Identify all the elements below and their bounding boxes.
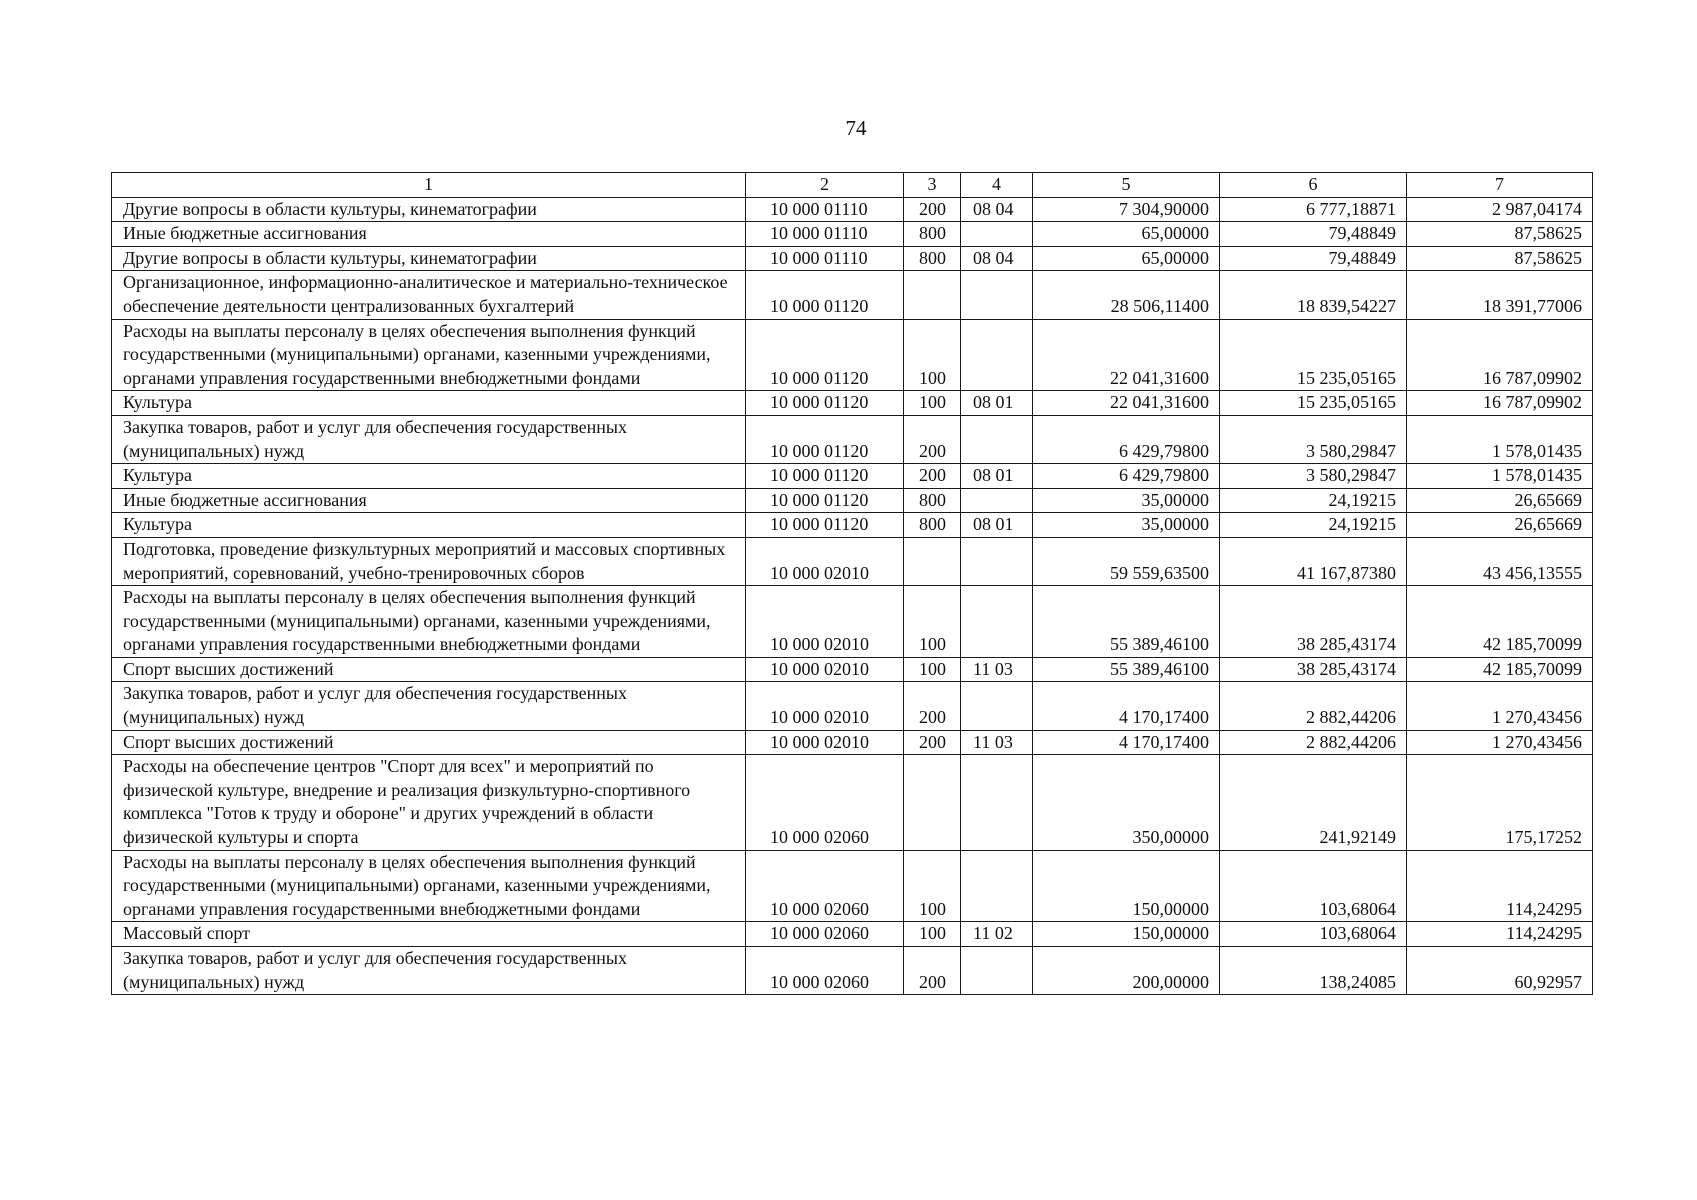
cell-amount-col6: 24,19215	[1220, 488, 1407, 513]
table-row	[112, 850, 1593, 922]
cell-expense-type: 100	[904, 391, 961, 416]
cell-name: Закупка товаров, работ и услуг для обеспечения государственных (муниципальных) нужд	[112, 415, 746, 463]
cell-amount-col5: 150,00000	[1033, 922, 1220, 947]
cell-amount-col7: 114,24295	[1407, 922, 1593, 947]
table-row	[112, 586, 1593, 658]
cell-name: Организационное, информационно-аналитическое и материально-техническое обеспечение деятельности централизованных бухгалтерий	[112, 271, 746, 319]
cell-target-code: 10 000 01120	[746, 488, 904, 513]
cell-target-code: 10 000 02010	[746, 730, 904, 755]
cell-name: Другие вопросы в области культуры, кинематографии	[112, 197, 746, 222]
cell-amount-col6: 6 777,18871	[1220, 197, 1407, 222]
header-col-1: 1	[112, 173, 746, 198]
cell-amount-col6: 18 839,54227	[1220, 271, 1407, 319]
cell-expense-type	[904, 537, 961, 585]
cell-expense-type: 200	[904, 415, 961, 463]
cell-amount-col5: 4 170,17400	[1033, 730, 1220, 755]
cell-section-code	[961, 682, 1033, 730]
cell-target-code: 10 000 01120	[746, 464, 904, 489]
cell-expense-type: 800	[904, 513, 961, 538]
cell-amount-col6: 15 235,05165	[1220, 391, 1407, 416]
header-col-2: 2	[746, 173, 904, 198]
cell-name: Культура	[112, 513, 746, 538]
cell-amount-col6: 15 235,05165	[1220, 319, 1407, 391]
cell-name: Спорт высших достижений	[112, 657, 746, 682]
cell-section-code	[961, 488, 1033, 513]
cell-target-code: 10 000 02010	[746, 657, 904, 682]
cell-amount-col5: 7 304,90000	[1033, 197, 1220, 222]
cell-expense-type: 200	[904, 197, 961, 222]
cell-section-code	[961, 537, 1033, 585]
cell-expense-type: 800	[904, 222, 961, 247]
table-row	[112, 755, 1593, 850]
cell-section-code	[961, 271, 1033, 319]
cell-expense-type: 100	[904, 319, 961, 391]
cell-section-code	[961, 222, 1033, 247]
cell-name: Культура	[112, 464, 746, 489]
cell-name: Расходы на выплаты персоналу в целях обеспечения выполнения функций государственными (муниципальными) органами, казенными учреждениями, органами управления государственными внебюджетными фондами	[112, 850, 746, 922]
header-col-4: 4	[961, 173, 1033, 198]
cell-target-code: 10 000 02010	[746, 682, 904, 730]
cell-amount-col5: 350,00000	[1033, 755, 1220, 850]
cell-name: Закупка товаров, работ и услуг для обеспечения государственных (муниципальных) нужд	[112, 682, 746, 730]
cell-amount-col7: 16 787,09902	[1407, 391, 1593, 416]
cell-name: Подготовка, проведение физкультурных мероприятий и массовых спортивных мероприятий, соревнований, учебно-тренировочных сборов	[112, 537, 746, 585]
cell-section-code: 08 01	[961, 464, 1033, 489]
cell-target-code: 10 000 02060	[746, 755, 904, 850]
cell-target-code: 10 000 01120	[746, 319, 904, 391]
cell-section-code: 11 03	[961, 730, 1033, 755]
cell-amount-col6: 38 285,43174	[1220, 586, 1407, 658]
table-row	[112, 391, 1593, 416]
table-row	[112, 513, 1593, 538]
budget-table	[111, 172, 1593, 995]
cell-expense-type	[904, 755, 961, 850]
cell-name: Массовый спорт	[112, 922, 746, 947]
table-row	[112, 222, 1593, 247]
cell-name: Расходы на обеспечение центров "Спорт для всех" и мероприятий по физической культуре, внедрение и реализация физкультурно-спортивного комплекса "Готов к труду и обороне" и других учреждений в области физической культуры и спорта	[112, 755, 746, 850]
cell-amount-col7: 42 185,70099	[1407, 586, 1593, 658]
cell-amount-col7: 16 787,09902	[1407, 319, 1593, 391]
cell-amount-col6: 103,68064	[1220, 922, 1407, 947]
cell-section-code: 11 03	[961, 657, 1033, 682]
cell-expense-type: 200	[904, 730, 961, 755]
table-row	[112, 682, 1593, 730]
cell-section-code: 08 01	[961, 391, 1033, 416]
cell-section-code: 11 02	[961, 922, 1033, 947]
cell-expense-type: 200	[904, 682, 961, 730]
cell-name: Иные бюджетные ассигнования	[112, 222, 746, 247]
cell-expense-type: 100	[904, 657, 961, 682]
table-row	[112, 657, 1593, 682]
cell-amount-col6: 2 882,44206	[1220, 730, 1407, 755]
cell-amount-col7: 2 987,04174	[1407, 197, 1593, 222]
cell-expense-type: 100	[904, 850, 961, 922]
cell-expense-type: 100	[904, 922, 961, 947]
cell-amount-col5: 6 429,79800	[1033, 464, 1220, 489]
page-number: 74	[845, 116, 867, 140]
cell-amount-col5: 200,00000	[1033, 947, 1220, 995]
cell-amount-col6: 3 580,29847	[1220, 415, 1407, 463]
cell-amount-col6: 241,92149	[1220, 755, 1407, 850]
cell-target-code: 10 000 01120	[746, 415, 904, 463]
cell-amount-col7: 114,24295	[1407, 850, 1593, 922]
header-col-7: 7	[1407, 173, 1593, 198]
cell-amount-col6: 3 580,29847	[1220, 464, 1407, 489]
cell-target-code: 10 000 02010	[746, 586, 904, 658]
cell-amount-col7: 87,58625	[1407, 246, 1593, 271]
header-col-5: 5	[1033, 173, 1220, 198]
cell-amount-col6: 103,68064	[1220, 850, 1407, 922]
cell-name: Расходы на выплаты персоналу в целях обеспечения выполнения функций государственными (муниципальными) органами, казенными учреждениями, органами управления государственными внебюджетными фондами	[112, 319, 746, 391]
cell-amount-col5: 59 559,63500	[1033, 537, 1220, 585]
cell-name: Культура	[112, 391, 746, 416]
cell-section-code: 08 04	[961, 246, 1033, 271]
cell-section-code	[961, 586, 1033, 658]
table-row	[112, 271, 1593, 319]
cell-amount-col5: 28 506,11400	[1033, 271, 1220, 319]
cell-amount-col7: 1 578,01435	[1407, 464, 1593, 489]
cell-amount-col5: 22 041,31600	[1033, 319, 1220, 391]
header-col-3: 3	[904, 173, 961, 198]
cell-target-code: 10 000 02060	[746, 922, 904, 947]
cell-expense-type: 200	[904, 464, 961, 489]
cell-amount-col7: 175,17252	[1407, 755, 1593, 850]
cell-target-code: 10 000 01120	[746, 513, 904, 538]
cell-amount-col6: 138,24085	[1220, 947, 1407, 995]
cell-expense-type: 100	[904, 586, 961, 658]
table-row	[112, 922, 1593, 947]
cell-section-code	[961, 850, 1033, 922]
cell-amount-col5: 6 429,79800	[1033, 415, 1220, 463]
cell-amount-col5: 35,00000	[1033, 513, 1220, 538]
cell-target-code: 10 000 01110	[746, 246, 904, 271]
cell-expense-type: 800	[904, 246, 961, 271]
cell-section-code	[961, 755, 1033, 850]
table-row	[112, 730, 1593, 755]
cell-amount-col7: 1 270,43456	[1407, 730, 1593, 755]
cell-name: Расходы на выплаты персоналу в целях обеспечения выполнения функций государственными (муниципальными) органами, казенными учреждениями, органами управления государственными внебюджетными фондами	[112, 586, 746, 658]
cell-amount-col5: 35,00000	[1033, 488, 1220, 513]
cell-target-code: 10 000 01110	[746, 197, 904, 222]
cell-amount-col6: 41 167,87380	[1220, 537, 1407, 585]
cell-amount-col6: 24,19215	[1220, 513, 1407, 538]
cell-name: Иные бюджетные ассигнования	[112, 488, 746, 513]
cell-target-code: 10 000 01120	[746, 391, 904, 416]
cell-expense-type	[904, 271, 961, 319]
cell-section-code	[961, 415, 1033, 463]
table-row	[112, 947, 1593, 995]
cell-amount-col7: 1 578,01435	[1407, 415, 1593, 463]
cell-amount-col5: 55 389,46100	[1033, 657, 1220, 682]
cell-name: Закупка товаров, работ и услуг для обеспечения государственных (муниципальных) нужд	[112, 947, 746, 995]
cell-amount-col6: 2 882,44206	[1220, 682, 1407, 730]
cell-amount-col5: 65,00000	[1033, 222, 1220, 247]
cell-section-code	[961, 319, 1033, 391]
cell-amount-col7: 43 456,13555	[1407, 537, 1593, 585]
table-row	[112, 197, 1593, 222]
cell-amount-col5: 4 170,17400	[1033, 682, 1220, 730]
cell-target-code: 10 000 02060	[746, 947, 904, 995]
table-row	[112, 488, 1593, 513]
cell-expense-type: 800	[904, 488, 961, 513]
cell-amount-col7: 1 270,43456	[1407, 682, 1593, 730]
cell-amount-col5: 65,00000	[1033, 246, 1220, 271]
cell-expense-type: 200	[904, 947, 961, 995]
cell-amount-col7: 18 391,77006	[1407, 271, 1593, 319]
cell-name: Спорт высших достижений	[112, 730, 746, 755]
cell-name: Другие вопросы в области культуры, кинематографии	[112, 246, 746, 271]
table-row	[112, 464, 1593, 489]
cell-amount-col5: 55 389,46100	[1033, 586, 1220, 658]
table-row	[112, 415, 1593, 463]
cell-amount-col7: 26,65669	[1407, 488, 1593, 513]
cell-amount-col6: 79,48849	[1220, 246, 1407, 271]
cell-amount-col6: 79,48849	[1220, 222, 1407, 247]
cell-amount-col5: 150,00000	[1033, 850, 1220, 922]
cell-amount-col7: 87,58625	[1407, 222, 1593, 247]
cell-target-code: 10 000 02060	[746, 850, 904, 922]
table-row	[112, 537, 1593, 585]
cell-amount-col5: 22 041,31600	[1033, 391, 1220, 416]
cell-amount-col7: 26,65669	[1407, 513, 1593, 538]
cell-target-code: 10 000 01110	[746, 222, 904, 247]
cell-amount-col6: 38 285,43174	[1220, 657, 1407, 682]
table-row	[112, 246, 1593, 271]
cell-target-code: 10 000 02010	[746, 537, 904, 585]
cell-target-code: 10 000 01120	[746, 271, 904, 319]
table-header-row	[112, 173, 1593, 198]
cell-section-code: 08 04	[961, 197, 1033, 222]
cell-amount-col7: 42 185,70099	[1407, 657, 1593, 682]
header-col-6: 6	[1220, 173, 1407, 198]
table-row	[112, 319, 1593, 391]
cell-section-code	[961, 947, 1033, 995]
cell-amount-col7: 60,92957	[1407, 947, 1593, 995]
cell-section-code: 08 01	[961, 513, 1033, 538]
